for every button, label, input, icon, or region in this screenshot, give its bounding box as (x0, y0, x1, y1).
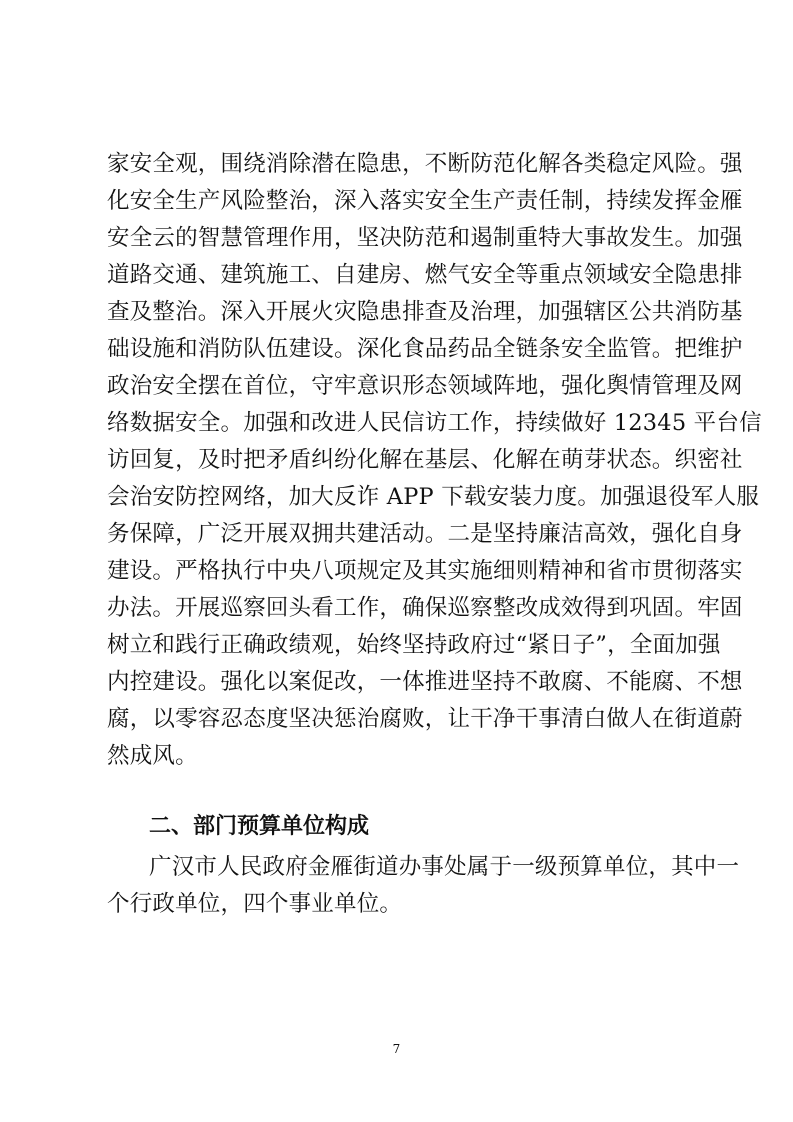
body-text-line: 然成风。 (107, 743, 198, 769)
page-number: 7 (392, 1042, 401, 1056)
section-heading: 二、部门预算单位构成 (149, 814, 370, 839)
body-text-line: 家安全观，围绕消除潜在隐患，不断防范化解各类稳定风险。强 (107, 151, 743, 177)
body-text-line: 安全云的智慧管理作用，坚决防范和遏制重特大事故发生。加强 (107, 225, 743, 251)
body-text-line: 道路交通、建筑施工、自建房、燃气安全等重点领域安全隐患排 (107, 262, 743, 288)
body-text-line: 腐，以零容忍态度坚决惩治腐败，让干净干事清白做人在街道蔚 (107, 706, 743, 732)
body-text-line: 础设施和消防队伍建设。深化食品药品全链条安全监管。把维护 (107, 336, 743, 362)
body-text-line: 内控建设。强化以案促改，一体推进坚持不敢腐、不能腐、不想 (107, 669, 743, 695)
section-text-line: 个行政单位，四个事业单位。 (107, 891, 403, 917)
body-text-line: 访回复，及时把矛盾纠纷化解在基层、化解在萌芽状态。织密社 (107, 447, 743, 473)
body-text-line: 办法。开展巡察回头看工作，确保巡察整改成效得到巩固。牢固 (107, 595, 743, 621)
body-text-line: 查及整治。深入开展火灾隐患排查及治理，加强辖区公共消防基 (107, 299, 743, 325)
section-text-line: 广汉市人民政府金雁街道办事处属于一级预算单位，其中一 (149, 854, 740, 880)
body-text-line: 络数据安全。加强和改进人民信访工作，持续做好 12345 平台信 (107, 410, 762, 436)
body-text-line: 建设。严格执行中央八项规定及其实施细则精神和省市贯彻落实 (107, 558, 743, 584)
body-text-line: 政治安全摆在首位，守牢意识形态领域阵地，强化舆情管理及网 (107, 373, 743, 399)
body-text-line: 会治安防控网络，加大反诈 APP 下载安装力度。加强退役军人服 (107, 484, 760, 510)
body-text-line: 树立和践行正确政绩观，始终坚持政府过“紧日子”，全面加强 (107, 632, 721, 658)
body-text-line: 化安全生产风险整治，深入落实安全生产责任制，持续发挥金雁 (107, 188, 743, 214)
body-text-line: 务保障，广泛开展双拥共建活动。二是坚持廉洁高效，强化自身 (107, 521, 743, 547)
